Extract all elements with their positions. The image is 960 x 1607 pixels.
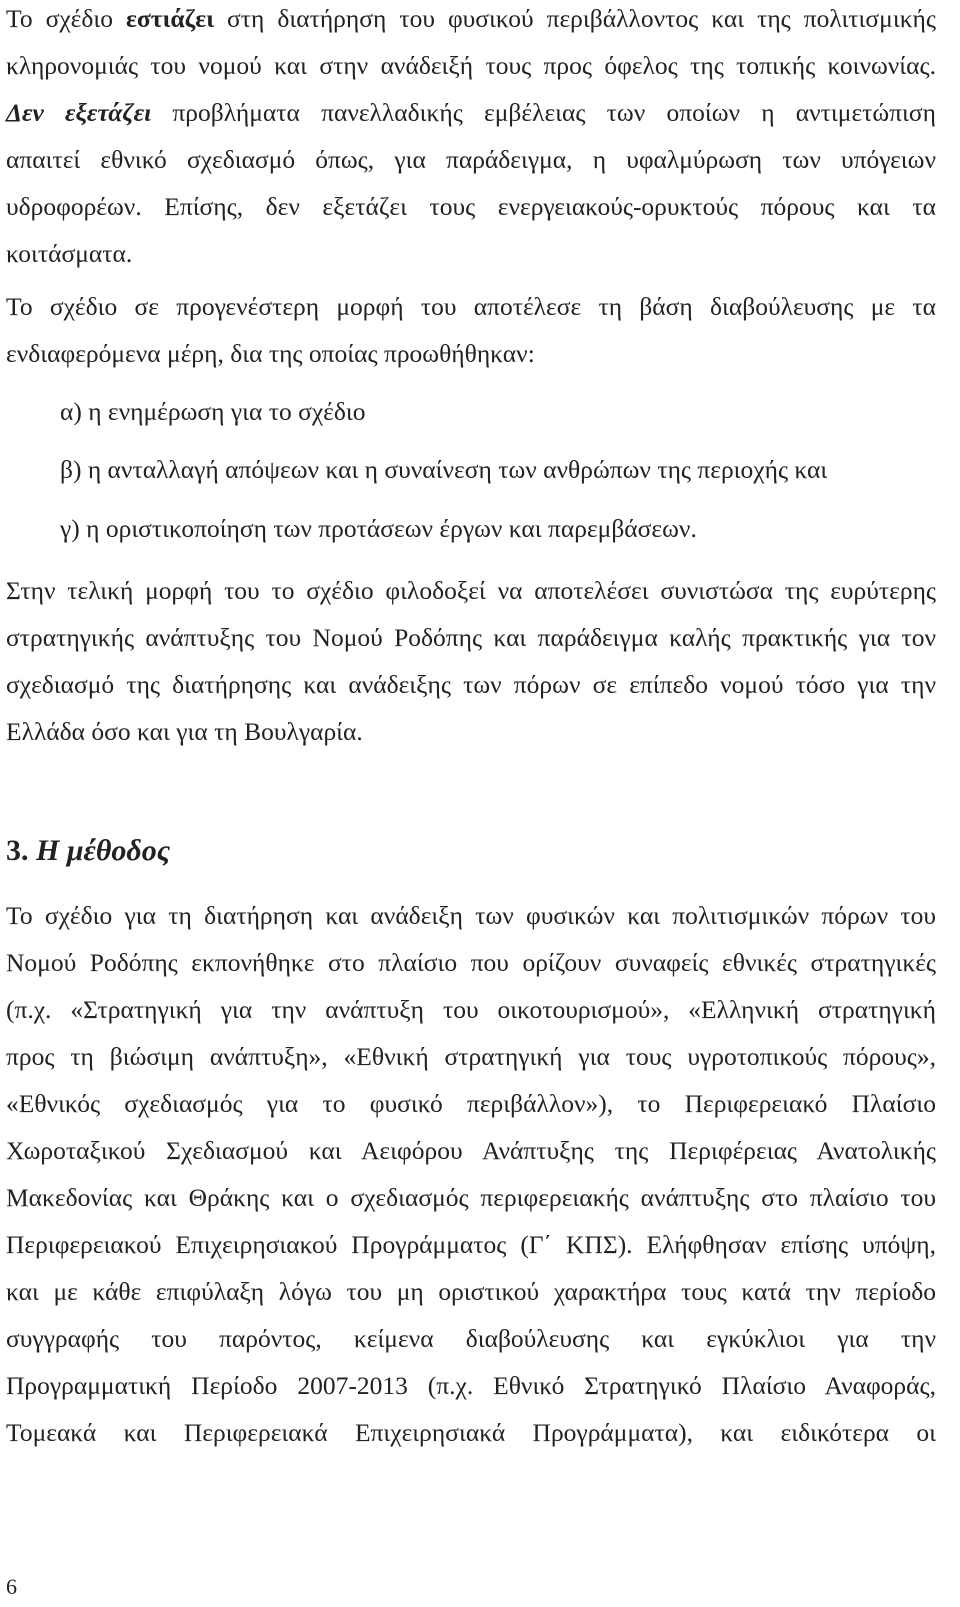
- text-line: (π.χ. «Στρατηγική για την ανάπτυξη του οικοτουρισμού», «Ελληνική στρατηγική: [6, 995, 936, 1024]
- page-number: 6: [6, 1574, 17, 1599]
- text-line: Περιφερειακού Επιχειρησιακού Προγράμματος (Γ΄ ΚΠΣ). Ελήφθησαν επίσης υπόψη,: [6, 1230, 936, 1259]
- text-line: σχεδιασμό της διατήρησης και ανάδειξης των πόρων σε επίπεδο νομού τόσο για την: [6, 670, 936, 699]
- emphasis-text: Δεν εξετάζει: [6, 98, 152, 127]
- paragraph-method: [6, 892, 936, 1456]
- paragraph-scope: [6, 0, 936, 277]
- list-item: α) η ενημέρωση για το σχέδιο: [60, 397, 366, 426]
- section-title: Η μέθοδος: [36, 834, 171, 867]
- paragraph-final-form: [6, 567, 936, 755]
- text-line: Τομεακά και Περιφερειακά Επιχειρησιακά Προγράμματα), και ειδικότερα οι: [6, 1418, 936, 1447]
- text-line: Ελλάδα όσο και για τη Βουλγαρία.: [6, 717, 363, 746]
- paragraph-consultation: [6, 283, 936, 377]
- text-line: υδροφορέων. Επίσης, δεν εξετάζει τους ενεργειακούς-ορυκτούς πόρους και τα: [6, 192, 936, 221]
- text-line: συγγραφής του παρόντος, κείμενα διαβούλευσης και εγκύκλιοι για την: [6, 1324, 936, 1353]
- text-line: κοιτάσματα.: [6, 239, 133, 268]
- text-line: Το σχέδιο εστιάζει στη διατήρηση του φυσικού περιβάλλοντος και της πολιτισμικής: [6, 4, 936, 33]
- list-item: β) η ανταλλαγή απόψεων και η συναίνεση των ανθρώπων της περιοχής και: [60, 455, 828, 484]
- text-line: Δεν εξετάζει προβλήματα πανελλαδικής εμβέλειας των οποίων η αντιμετώπιση: [6, 98, 937, 127]
- text-line: Προγραμματική Περίοδο 2007-2013 (π.χ. Εθνικό Στρατηγικό Πλαίσιο Αναφοράς,: [6, 1371, 936, 1400]
- text-line: και με κάθε επιφύλαξη λόγω του μη οριστικού χαρακτήρα τους κατά την περίοδο: [6, 1277, 936, 1306]
- text-line: κληρονομιάς του νομού και στην ανάδειξή τους προς όφελος της τοπικής κοινωνίας.: [6, 51, 936, 80]
- text-line: Νομού Ροδόπης εκπονήθηκε στο πλαίσιο που ορίζουν συναφείς εθνικές στρατηγικές: [6, 948, 936, 977]
- text-line: προς τη βιώσιμη ανάπτυξη», «Εθνική στρατηγική για τους υγροτοπικούς πόρους»,: [6, 1042, 936, 1071]
- text-line: «Εθνικός σχεδιασμός για το φυσικό περιβάλλον»), το Περιφερειακό Πλαίσιο: [6, 1089, 936, 1118]
- emphasis-text: εστιάζει: [126, 4, 214, 33]
- text-line: απαιτεί εθνικό σχεδιασμό όπως, για παράδειγμα, η υφαλμύρωση των υπόγειων: [6, 145, 936, 174]
- text-line: ενδιαφερόμενα μέρη, δια της οποίας προωθήθηκαν:: [6, 339, 535, 368]
- section-number: 3.: [6, 834, 29, 867]
- text-line: Το σχέδιο σε προγενέστερη μορφή του αποτέλεσε τη βάση διαβούλευσης με τα: [6, 292, 936, 321]
- text-line: Στην τελική μορφή του το σχέδιο φιλοδοξεί να αποτελέσει συνιστώσα της ευρύτερης: [6, 576, 936, 605]
- text-line: Χωροταξικού Σχεδιασμού και Αειφόρου Ανάπτυξης της Περιφέρειας Ανατολικής: [6, 1136, 936, 1165]
- text-line: Μακεδονίας και Θράκης και ο σχεδιασμός περιφερειακής ανάπτυξης στο πλαίσιο του: [6, 1183, 936, 1212]
- text-line: Το σχέδιο για τη διατήρηση και ανάδειξη των φυσικών και πολιτισμικών πόρων του: [6, 901, 936, 930]
- list-item: γ) η οριστικοποίηση των προτάσεων έργων και παρεμβάσεων.: [60, 514, 697, 543]
- section-heading: [6, 826, 170, 876]
- text-line: στρατηγικής ανάπτυξης του Νομού Ροδόπης και παράδειγμα καλής πρακτικής για τον: [6, 623, 936, 652]
